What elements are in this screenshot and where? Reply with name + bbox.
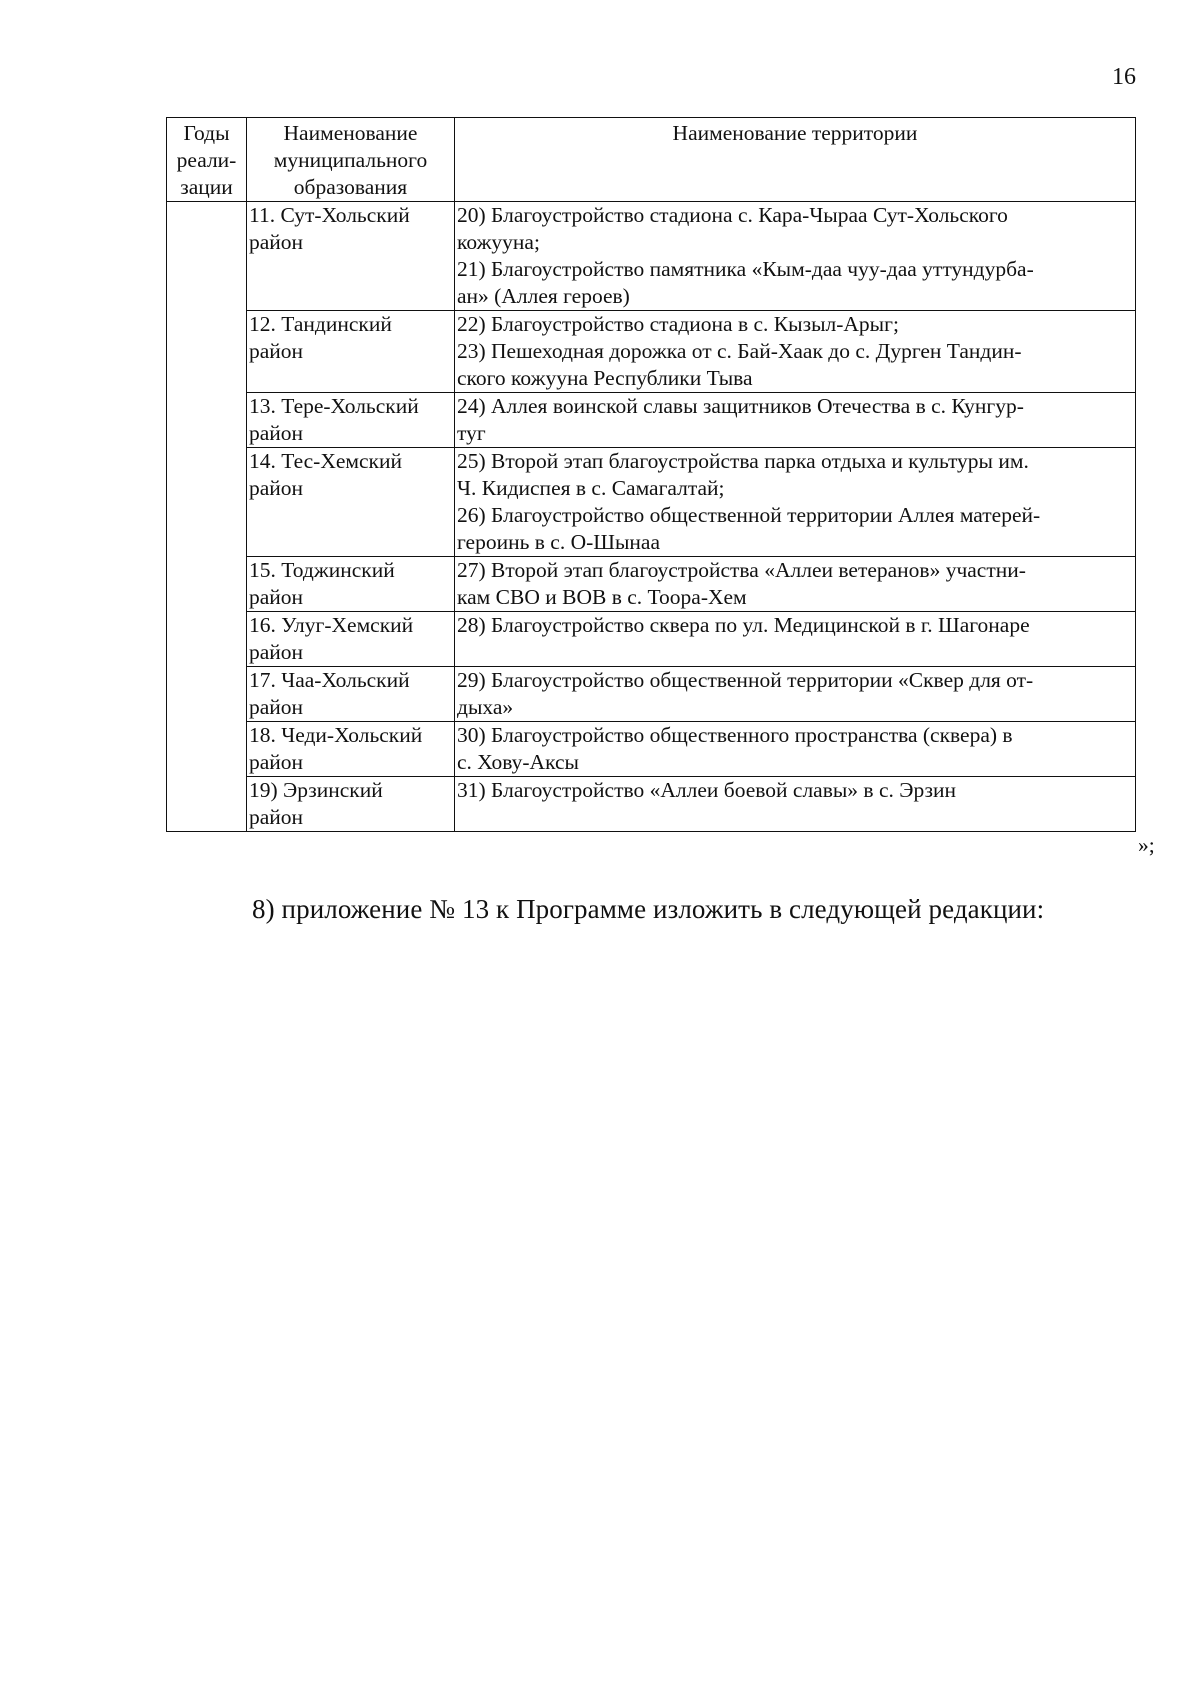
- municipality-cell: [247, 777, 455, 832]
- municipality-line: 12. Тандинский: [249, 312, 392, 336]
- territory-line: Ч. Кидиспея в с. Самагалтай;: [457, 476, 725, 500]
- territory-cell: [455, 393, 1136, 448]
- page-number: 16: [1112, 64, 1136, 90]
- territory-line: туг: [457, 421, 486, 445]
- municipality-line: 11. Сут-Хольский: [249, 203, 410, 227]
- territory-line: 26) Благоустройство общественной территории Аллея матерей-: [457, 503, 1041, 527]
- territory-line: 20) Благоустройство стадиона с. Кара-Чыраа Сут-Хольского: [457, 203, 1008, 227]
- amendment-text: 8) приложение № 13 к Программе изложить в следующей редакции:: [252, 894, 1045, 924]
- territory-line: 30) Благоустройство общественного пространства (сквера) в: [457, 723, 1013, 747]
- municipality-cell: [247, 557, 455, 612]
- municipality-line: 13. Тере-Хольский: [249, 394, 419, 418]
- territory-line: ан» (Аллея героев): [457, 284, 630, 308]
- territory-line: с. Хову-Аксы: [457, 750, 579, 774]
- table-row: [167, 557, 1136, 612]
- municipality-line: район: [249, 805, 304, 829]
- territory-cell: [455, 612, 1136, 667]
- closing-quote: »;: [1138, 833, 1155, 857]
- territory-cell: [455, 311, 1136, 393]
- territory-line: 21) Благоустройство памятника «Кым-даа чуу-даа уттундурба-: [457, 257, 1034, 281]
- territory-line: 24) Аллея воинской славы защитников Отечества в с. Кунгур-: [457, 394, 1024, 418]
- table-row: [167, 722, 1136, 777]
- municipality-line: район: [249, 339, 304, 363]
- municipality-line: район: [249, 421, 304, 445]
- municipality-cell: [247, 667, 455, 722]
- municipality-line: 17. Чаа-Хольский: [249, 668, 410, 692]
- municipality-line: район: [249, 230, 304, 254]
- municipality-line: 14. Тес-Хемский: [249, 449, 403, 473]
- territory-line: 31) Благоустройство «Аллеи боевой славы» в с. Эрзин: [457, 778, 956, 802]
- header-years: Годы реали- зации: [167, 118, 247, 202]
- municipality-line: район: [249, 695, 304, 719]
- territory-cell: [455, 448, 1136, 557]
- table-row: [167, 311, 1136, 393]
- territory-line: 25) Второй этап благоустройства парка отдыха и культуры им.: [457, 449, 1029, 473]
- territories-table: [166, 117, 1136, 832]
- territory-line: ского кожууна Республики Тыва: [457, 366, 753, 390]
- municipality-line: район: [249, 640, 304, 664]
- territory-cell: [455, 722, 1136, 777]
- territory-line: кам СВО и ВОВ в с. Тоора-Хем: [457, 585, 747, 609]
- municipality-line: 15. Тоджинский: [249, 558, 395, 582]
- territory-line: кожууна;: [457, 230, 540, 254]
- municipality-line: район: [249, 585, 304, 609]
- table-row: [167, 202, 1136, 311]
- table-row: [167, 612, 1136, 667]
- municipality-line: 18. Чеди-Хольский: [249, 723, 423, 747]
- municipality-cell: [247, 311, 455, 393]
- table-row: [167, 667, 1136, 722]
- municipality-line: 19) Эрзинский: [249, 778, 383, 802]
- territory-line: героинь в с. О-Шынаа: [457, 530, 661, 554]
- municipality-line: район: [249, 750, 304, 774]
- territory-cell: [455, 667, 1136, 722]
- municipality-line: 16. Улуг-Хемский: [249, 613, 414, 637]
- territory-line: дыха»: [457, 695, 514, 719]
- territory-line: 22) Благоустройство стадиона в с. Кызыл-Арыг;: [457, 312, 899, 336]
- territory-line: 27) Второй этап благоустройства «Аллеи ветеранов» участни-: [457, 558, 1026, 582]
- table-row: [167, 448, 1136, 557]
- municipality-cell: [247, 393, 455, 448]
- table-row: [167, 393, 1136, 448]
- territory-cell: [455, 202, 1136, 311]
- header-municipality: Наименование муниципального образования: [247, 118, 455, 202]
- territory-line: 29) Благоустройство общественной территории «Сквер для от-: [457, 668, 1034, 692]
- municipality-cell: [247, 722, 455, 777]
- table-header-row: [167, 118, 1136, 202]
- territory-cell: [455, 777, 1136, 832]
- header-territory: Наименование территории: [455, 118, 1136, 202]
- table-row: [167, 777, 1136, 832]
- municipality-cell: [247, 202, 455, 311]
- municipality-line: район: [249, 476, 304, 500]
- years-cell: [167, 202, 247, 832]
- territory-cell: [455, 557, 1136, 612]
- municipality-cell: [247, 448, 455, 557]
- municipality-cell: [247, 612, 455, 667]
- territory-line: 23) Пешеходная дорожка от с. Бай-Хаак до с. Дурген Тандин-: [457, 339, 1022, 363]
- territory-line: 28) Благоустройство сквера по ул. Медицинской в г. Шагонаре: [457, 613, 1030, 637]
